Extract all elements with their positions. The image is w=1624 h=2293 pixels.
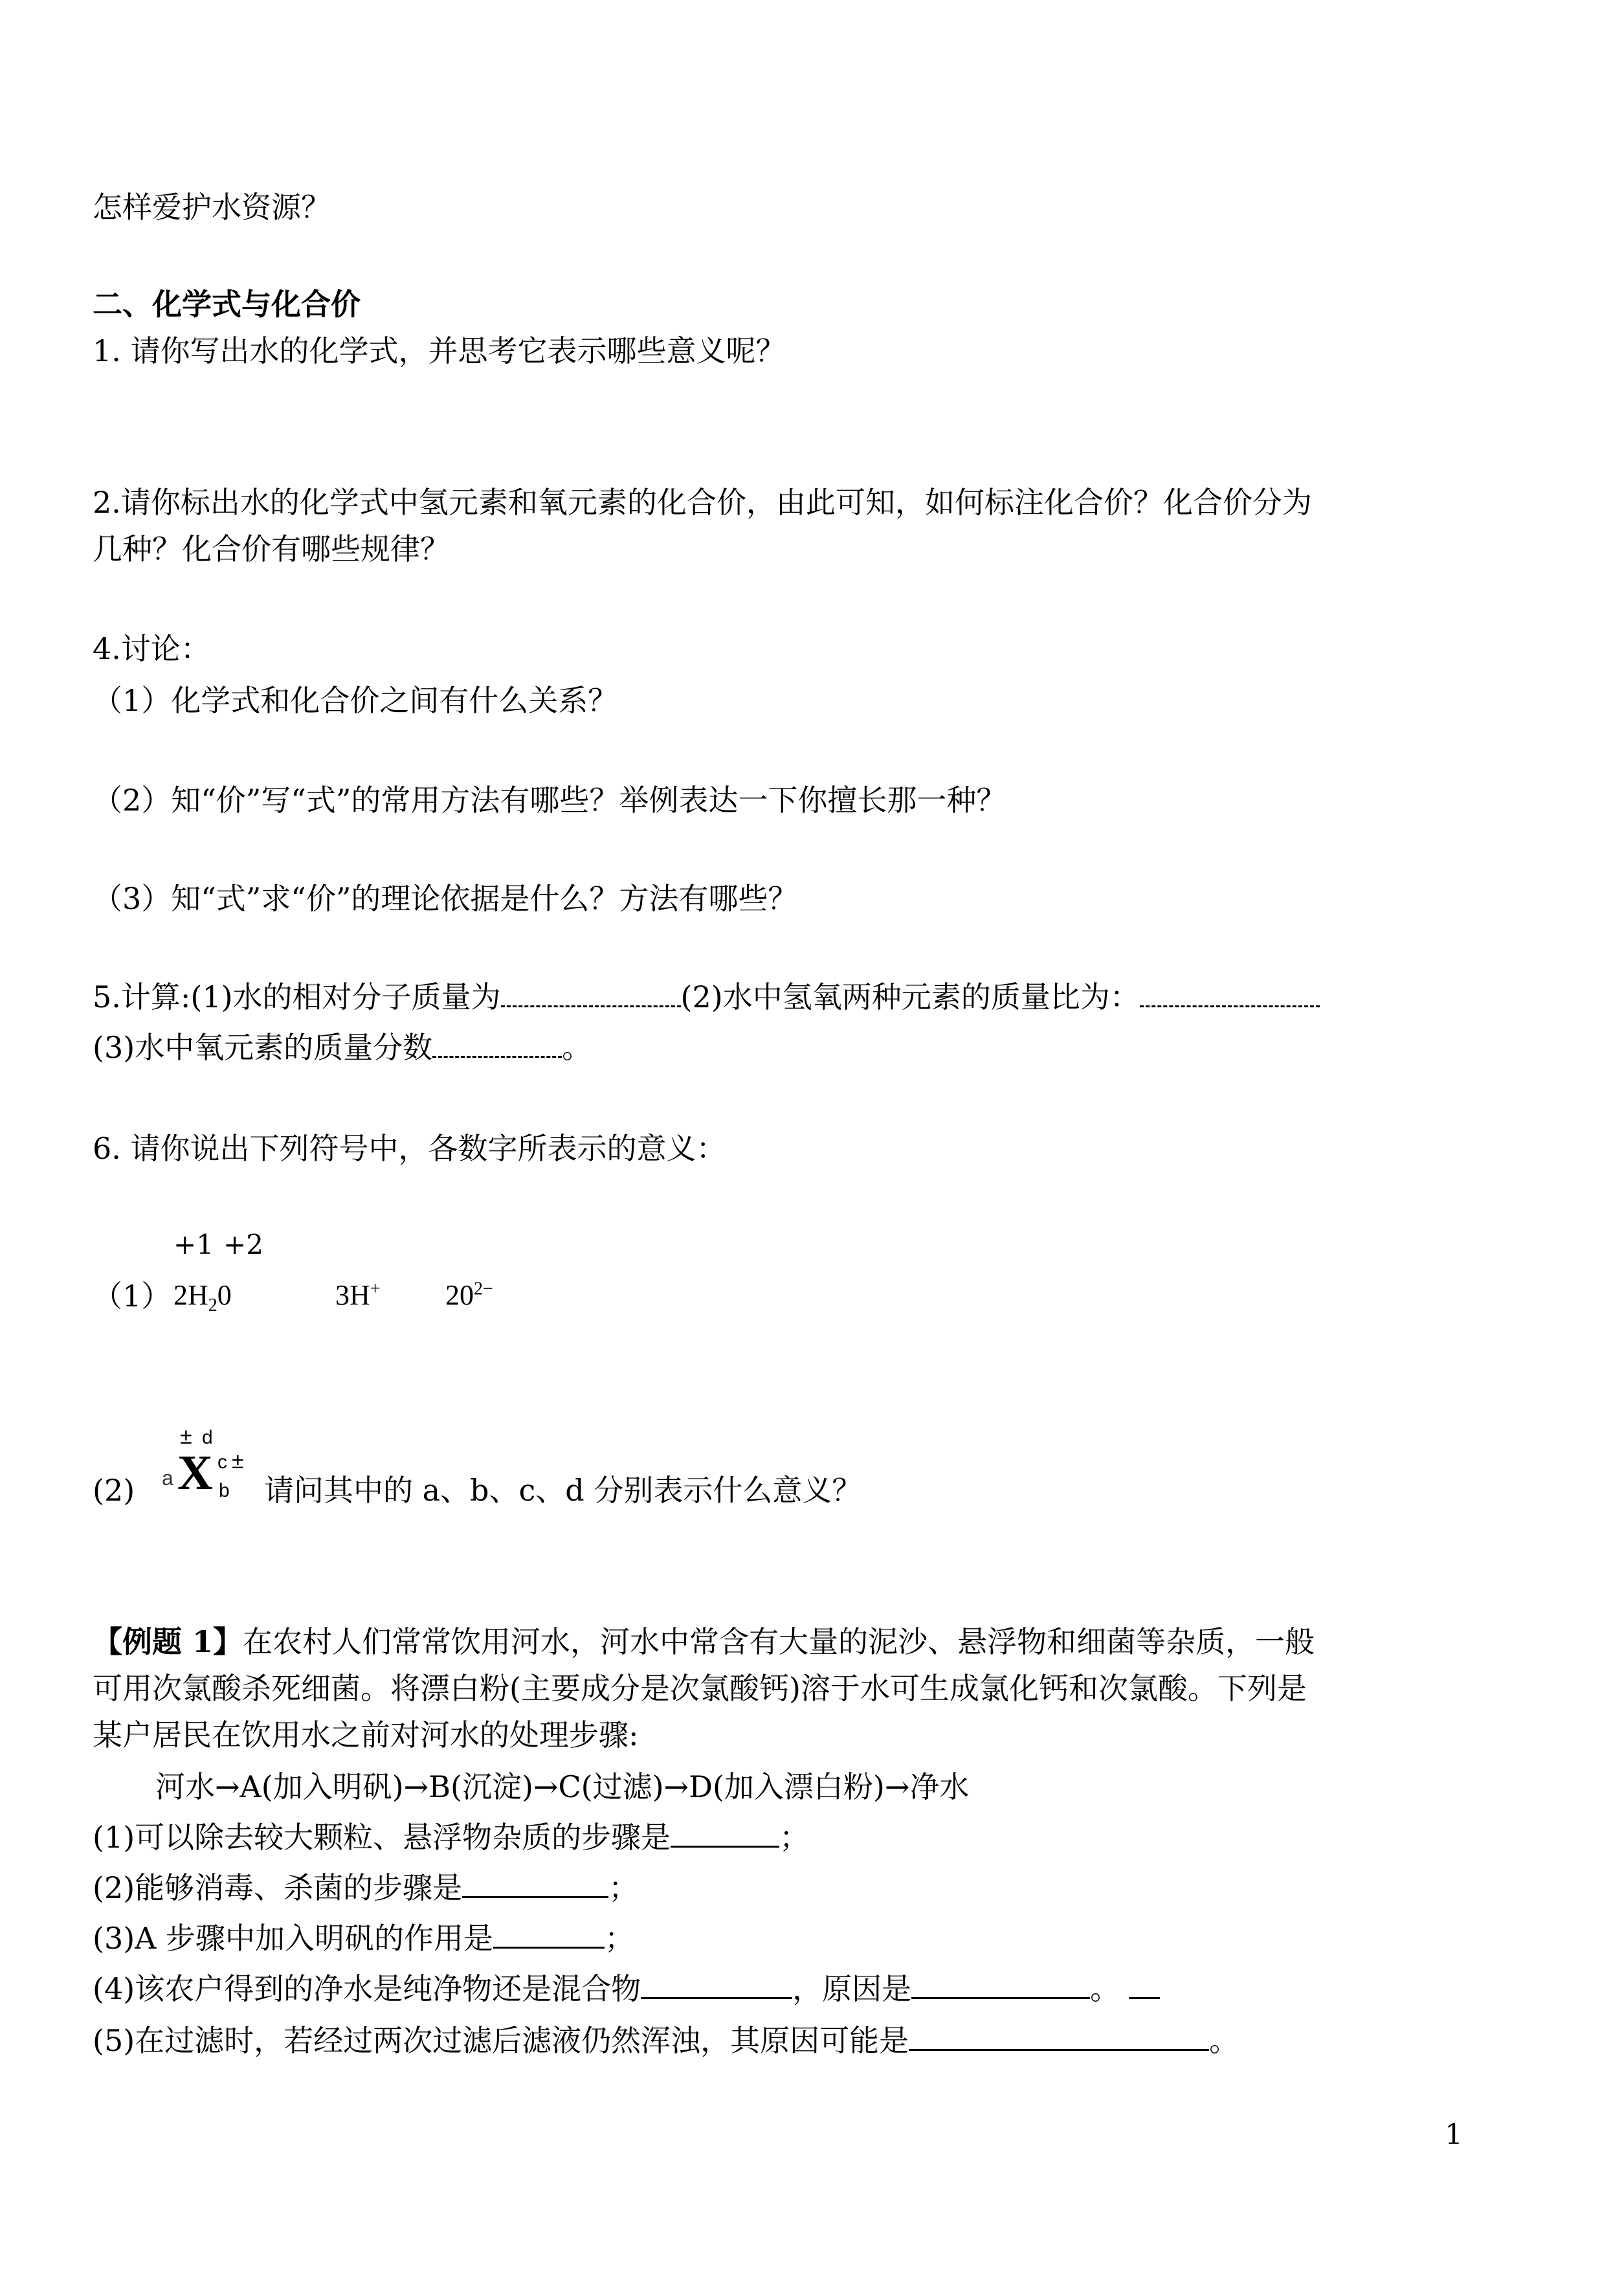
notation-pm-top: ± <box>180 1424 192 1449</box>
example-step-2: (2)能够消毒、杀菌的步骤是 ； <box>93 1870 639 1905</box>
symbol-row-1-prefix: （1） <box>93 1279 172 1314</box>
step-4-extra-blank[interactable] <box>1129 1971 1160 1999</box>
step-5-blank[interactable] <box>909 2023 1209 2051</box>
question-2-line-2: 几种？化合价有哪些规律？ <box>93 531 450 566</box>
step-4-type-blank[interactable] <box>641 1971 792 1999</box>
question-5-part-2: (2)水中氢氧两种元素的质量比为： <box>680 979 1140 1014</box>
formula-oxide-ion: $20^{2-}$ <box>445 1279 493 1311</box>
question-2-line-1: 2.请你标出水的化学式中氢元素和氧元素的化合价，由此可知，如何标注化合价？化合价分为 <box>93 485 1312 520</box>
example-line-3: 某户居民在饮用水之前对河水的处理步骤: <box>93 1717 639 1752</box>
section-heading: 二、化学式与化合价 <box>93 287 361 322</box>
question-5-part-1: 5.计算:(1)水的相对分子质量为 <box>93 979 501 1014</box>
example-step-5: (5)在过滤时，若经过两次过滤后滤液仍然浑浊，其原因可能是 。 <box>93 2023 1240 2058</box>
question-4-3: （3）知“式”求“价”的理论依据是什么？方法有哪些？ <box>93 881 798 916</box>
example-text-1: 在农村人们常常饮用河水，河水中常含有大量的泥沙、悬浮物和细菌等杂质，一般 <box>243 1624 1315 1659</box>
symbol-row-2 <box>93 1471 135 1510</box>
notation-x: X <box>177 1446 213 1500</box>
page-number: 1 <box>1445 2118 1463 2151</box>
water-treatment-process: 河水→A(加入明矾)→B(沉淀)→C(过滤)→D(加入漂白粉)→净水 <box>155 1769 970 1804</box>
notation-d: d <box>202 1427 213 1448</box>
formula-hydrogen-ion: 3H+ <box>335 1279 381 1311</box>
question-1: 1. 请你写出水的化学式，并思考它表示哪些意义呢？ <box>93 333 786 368</box>
question-4-1: （1）化学式和化合价之间有什么关系？ <box>93 683 618 718</box>
water-protect-question: 怎样爱护水资源？ <box>93 190 331 225</box>
question-5-part-3: (3)水中氧元素的质量分数 <box>93 1030 433 1065</box>
notation-b: b <box>219 1480 230 1501</box>
example-line-1 <box>93 1622 1315 1661</box>
step-1-blank[interactable] <box>671 1820 779 1848</box>
molecular-mass-blank[interactable] <box>501 979 681 1007</box>
question-4-heading: 4.讨论： <box>93 631 210 666</box>
example-step-4: (4)该农户得到的净水是纯净物还是混合物 ，原因是 。 <box>93 1969 1160 2008</box>
question-5-line-1 <box>93 978 1320 1016</box>
symbol-row-2-prefix: (2) <box>93 1473 135 1508</box>
mass-fraction-blank[interactable] <box>432 1030 562 1058</box>
formula-water: $2H_20$ <box>173 1279 232 1315</box>
symbol-row-1 <box>93 1277 171 1315</box>
question-5-line-2 <box>93 1028 592 1067</box>
valence-hydrogen: +1 <box>173 1229 214 1260</box>
question-4-2: （2）知“价”写“式”的常用方法有哪些？举例表达一下你擅长那一种？ <box>93 783 1007 818</box>
example-step-1: (1)可以除去较大颗粒、悬浮物杂质的步骤是 ； <box>93 1820 810 1855</box>
notation-c: c <box>217 1451 227 1473</box>
example-line-2: 可用次氯酸杀死细菌。将漂白粉(主要成分是次氯酸钙)溶于水可生成氯化钙和次氯酸。下列是 <box>93 1671 1307 1706</box>
notation-pm-right: ± <box>232 1449 244 1473</box>
symbol-row-2-question: 请问其中的 a、b、c、d 分别表示什么意义？ <box>264 1473 862 1508</box>
mass-ratio-blank[interactable] <box>1140 979 1320 1007</box>
valence-oxygen: +2 <box>223 1229 263 1260</box>
question-5-end: 。 <box>562 1030 592 1065</box>
step-4-reason-blank[interactable] <box>911 1971 1090 1999</box>
example-step-3: (3)A 步骤中加入明矾的作用是 ； <box>93 1921 635 1956</box>
example-label: 【例题 1】 <box>93 1624 243 1659</box>
step-3-blank[interactable] <box>493 1921 605 1949</box>
element-notation-figure <box>162 1424 259 1502</box>
step-2-blank[interactable] <box>462 1870 608 1898</box>
question-6: 6. 请你说出下列符号中，各数字所表示的意义： <box>93 1131 726 1166</box>
notation-a: a <box>162 1466 173 1490</box>
